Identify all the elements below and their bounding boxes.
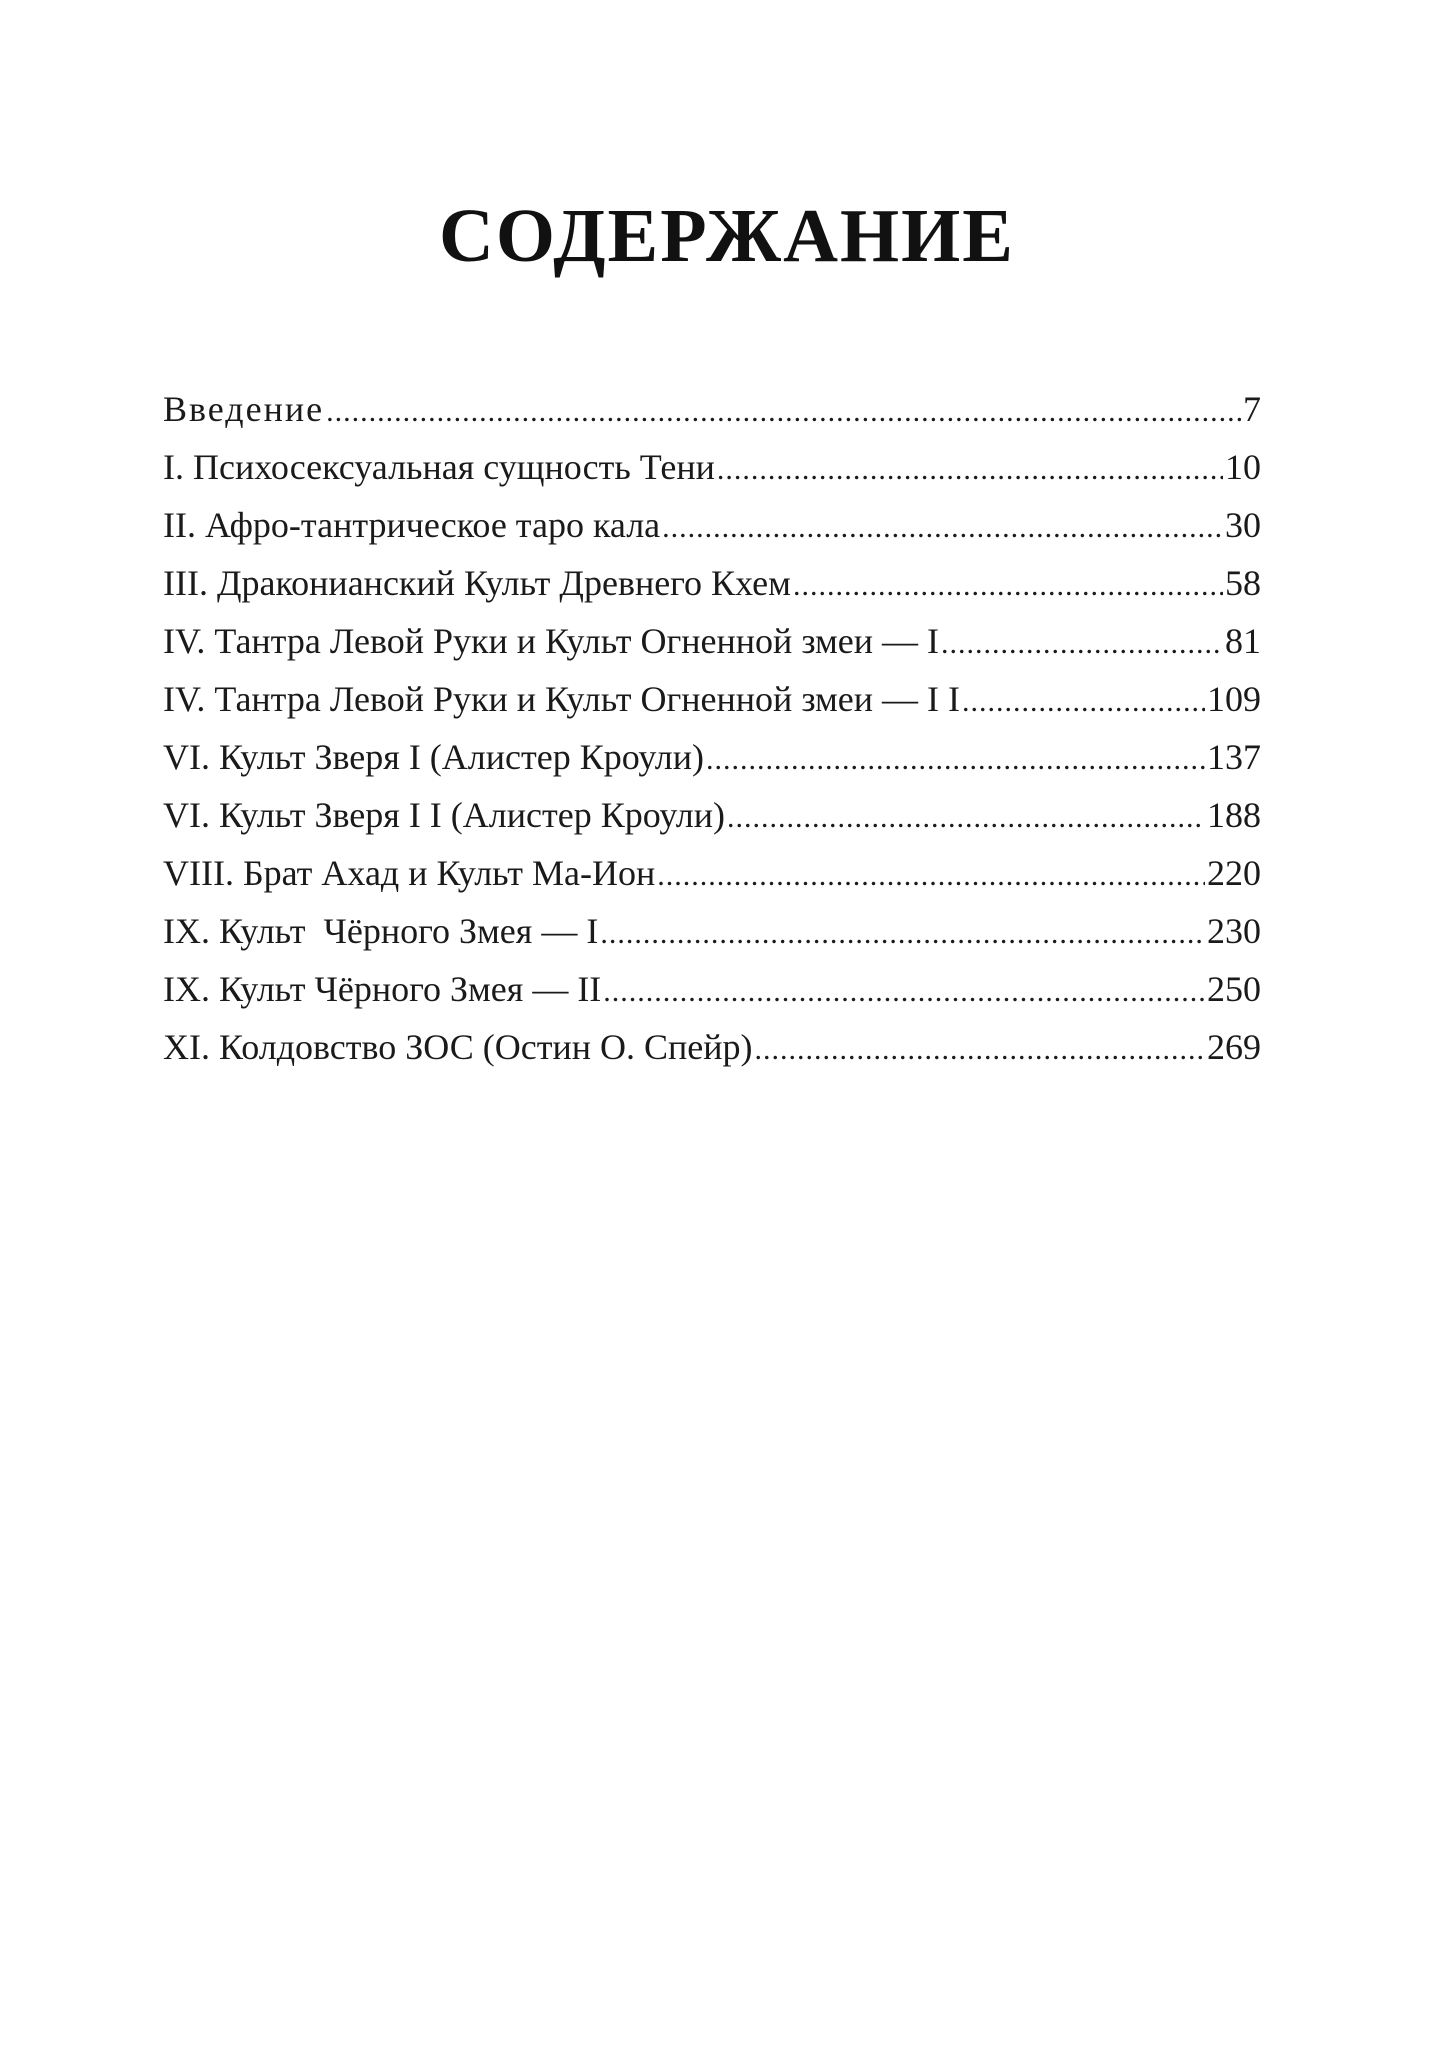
toc-entry-chapter-1 (163, 438, 1261, 496)
toc-page-number: 188 (1207, 795, 1261, 835)
toc-leader-dots (603, 963, 1205, 1018)
toc-leader-dots (600, 905, 1205, 960)
toc-page-number: 81 (1225, 621, 1261, 661)
toc-entry-label: IX. Культ Чёрного Змея — II (163, 969, 602, 1009)
toc-entry-label: IV. Тантра Левой Руки и Культ Огненной змеи — I I (163, 679, 961, 719)
toc-entry-label: Введение (163, 389, 325, 429)
toc-leader-dots (662, 499, 1223, 554)
toc-page-number: 230 (1207, 911, 1261, 951)
toc-entry-label: VI. Культ Зверя I I (Алистер Кроули) (163, 795, 725, 835)
toc-entry-chapter-10 (163, 960, 1261, 1018)
toc-leader-dots (941, 615, 1223, 670)
toc-page-number: 10 (1225, 447, 1261, 487)
toc-leader-dots (962, 673, 1205, 728)
toc-entry-chapter-7 (163, 786, 1261, 844)
toc-entry-chapter-3 (163, 554, 1261, 612)
toc-entry-introduction (163, 380, 1261, 438)
toc-page-number: 30 (1225, 505, 1261, 545)
toc-entry-label: XI. Колдовство ЗОС (Остин О. Спейр) (163, 1027, 753, 1067)
toc-entry-chapter-11 (163, 1018, 1261, 1076)
toc-entry-label: III. Драконианский Культ Древнего Кхем (163, 563, 791, 603)
toc-entry-chapter-5 (163, 670, 1261, 728)
toc-leader-dots (717, 441, 1223, 496)
toc-leader-dots (793, 557, 1223, 612)
toc-entry-label: I. Психосексуальная сущность Тени (163, 447, 715, 487)
toc-page-number: 109 (1207, 679, 1261, 719)
toc-entry-chapter-9 (163, 902, 1261, 960)
toc-leader-dots (754, 1021, 1205, 1076)
toc-leader-dots (727, 789, 1205, 844)
toc-page-number: 250 (1207, 969, 1261, 1009)
toc-entry-chapter-6 (163, 728, 1261, 786)
toc-entry-chapter-4 (163, 612, 1261, 670)
toc-entry-label: II. Афро-тантрическое таро кала (163, 505, 661, 545)
toc-leader-dots (326, 383, 1241, 438)
toc-page-number: 7 (1243, 389, 1261, 429)
toc-leader-dots (706, 731, 1205, 786)
toc-entry-chapter-2 (163, 496, 1261, 554)
toc-leader-dots (657, 847, 1205, 902)
toc-entry-label: IV. Тантра Левой Руки и Культ Огненной змеи — I (163, 621, 940, 661)
toc-page-number: 269 (1207, 1027, 1261, 1067)
toc-page-number: 137 (1207, 737, 1261, 777)
toc-entry-label: VIII. Брат Ахад и Культ Ма-Ион (163, 853, 656, 893)
table-of-contents (163, 380, 1261, 1076)
toc-entry-label: IX. Культ Чёрного Змея — I (163, 911, 599, 951)
page-title: СОДЕРЖАНИЕ (439, 194, 1015, 278)
toc-entry-label: VI. Культ Зверя I (Алистер Кроули) (163, 737, 704, 777)
toc-page-number: 220 (1207, 853, 1261, 893)
toc-entry-chapter-8 (163, 844, 1261, 902)
toc-page-number: 58 (1225, 563, 1261, 603)
